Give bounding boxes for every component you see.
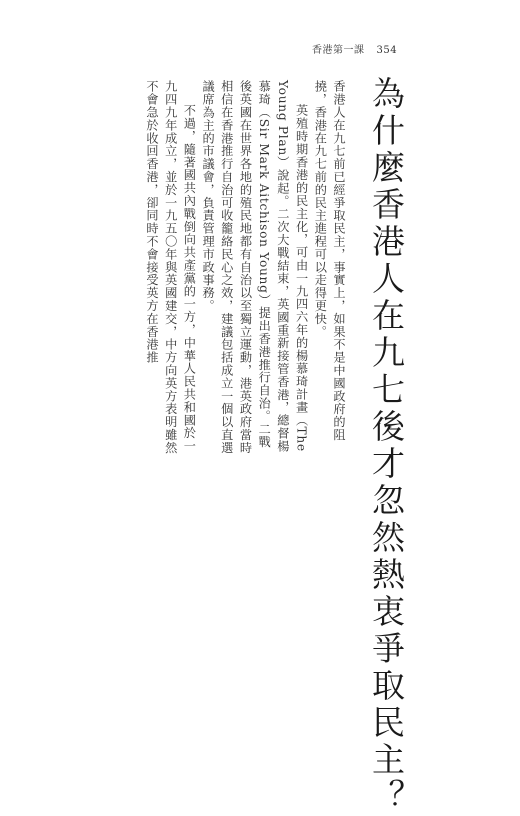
paragraph: 英殖時期香港的民主化，可由一九四六年的楊慕琦計畫（The Young Plan）說起。二次大戰結束，英國重新接管香港，總督楊慕琦（Sir Mark Aitchison Young）提出香港推行自治。二戰後英國在世界各地的殖民地都有自治以至獨立運動，港英政府當時相信在香港推行自治可收籠絡民心之效，建議包括成立一個以直選議席為主的市議會，負責管理市政事務。 [201, 80, 309, 455]
body-text [118, 80, 348, 460]
running-header [312, 41, 397, 56]
section-title: 為什麼香港人在九七後才忽然熱衷爭取民主？ [367, 76, 406, 816]
paragraph: 不過，隨著國共內戰倒向共產黨的一方，中華人民共和國於一九四九年成立，並於一九五〇年與英國建交，中方向英方表明雖然不會急於收回香港，卻同時不會接受英方在香港推 [144, 80, 197, 455]
page-number: 354 [376, 45, 398, 56]
chapter-title: 香港第一課 [312, 45, 365, 56]
paragraph: 香港人在九七前已經爭取民主，事實上，如果不是中國政府的阻撓，香港在九七前的民主進程可以走得更快。 [313, 80, 346, 442]
